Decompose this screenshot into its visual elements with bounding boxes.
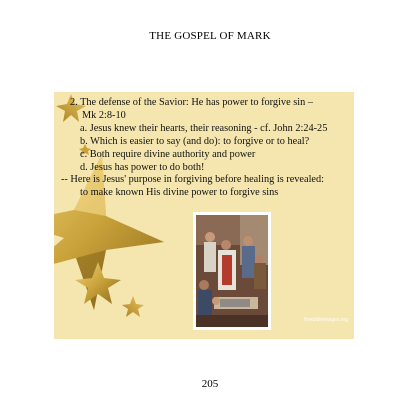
jesus-healing-paralytic-painting <box>196 215 268 327</box>
point-heading-continued: Mk 2:8-10 <box>82 109 126 121</box>
slide-text <box>61 97 352 200</box>
conclusion-line: -- Here is Jesus' purpose in forgiving before healing is revealed: <box>61 174 325 186</box>
conclusion-line-continued: to make known His divine power to forgive sins <box>80 187 279 199</box>
sub-point-b: b. Which is easier to say (and do): to forgive or to heal? <box>80 135 310 147</box>
sub-point-d: d. Jesus has power to do both! <box>80 161 205 173</box>
point-heading: 2. The defense of the Savior: He has power to forgive sin – <box>70 97 313 108</box>
sub-point-a: a. Jesus knew their hearts, their reasoning - cf. John 2:24-25 <box>80 122 328 134</box>
bible-illustration <box>193 212 271 330</box>
image-watermark: freebibleimages.org <box>304 317 348 323</box>
running-header: THE GOSPEL OF MARK <box>149 30 271 42</box>
small-gold-star-icon <box>122 296 144 317</box>
page-number: 205 <box>201 378 219 390</box>
sub-point-c: c. Both require divine authority and power <box>80 148 256 160</box>
slide-image <box>54 92 354 339</box>
